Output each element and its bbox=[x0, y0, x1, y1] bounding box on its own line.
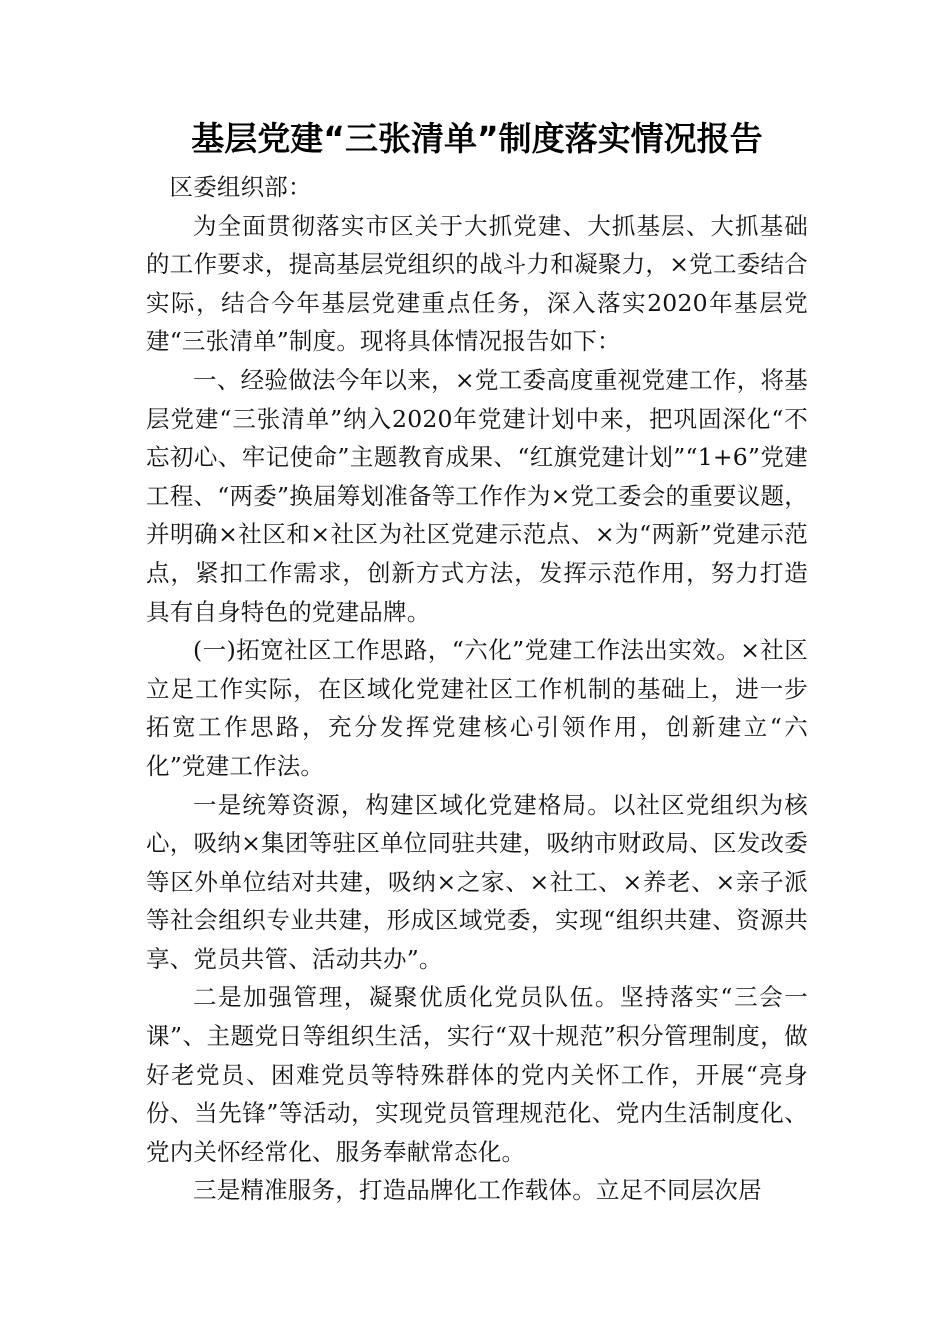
paragraph-experience: 一、经验做法今年以来，×党工委高度重视党建工作，将基层党建“三张清单”纳入2020年党建计划中来，把巩固深化“不忘初心、牢记使命”主题教育成果、“红旗党建计划”“1+6”党建工程、“两委”换届筹划准备等工作作为×党工委会的重要议题，并明确×社区和×社区为社区党建示范点、×为“两新”党建示范点，紧扣工作需求，创新方式方法，发挥示范作用，努力打造具有自身特色的党建品牌。 bbox=[146, 365, 808, 626]
paragraph-point-one: 一是统筹资源，构建区域化党建格局。以社区党组织为核心，吸纳×集团等驻区单位同驻共建，吸纳市财政局、区发改委等区外单位结对共建，吸纳×之家、×社工、×养老、×亲子派等社会组织专业共建，形成区域党委，实现“组织共建、资源共享、党员共管、活动共办”。 bbox=[146, 790, 808, 973]
salutation: 区委组织部： bbox=[169, 173, 312, 201]
paragraph-intro: 为全面贯彻落实市区关于大抓党建、大抓基层、大抓基础的工作要求，提高基层党组织的战斗力和凝聚力，×党工委结合实际，结合今年基层党建重点任务，深入落实2020年基层党建“三张清单”制度。现将具体情况报告如下： bbox=[146, 211, 808, 356]
paragraph-point-two: 二是加强管理，凝聚优质化党员队伍。坚持落实“三会一课”、主题党日等组织生活，实行“双十规范”积分管理制度，做好老党员、困难党员等特殊群体的党内关怀工作，开展“亮身份、当先锋”等活动，实现党员管理规范化、党内生活制度化、党内关怀经常化、服务奉献常态化。 bbox=[146, 983, 808, 1166]
document-body bbox=[146, 168, 808, 1210]
document-title: 基层党建“三张清单”制度落实情况报告 bbox=[191, 119, 763, 158]
paragraph-point-three: 三是精准服务，打造品牌化工作载体。立足不同层次居 bbox=[193, 1176, 762, 1205]
paragraph-section-one: (一)拓宽社区工作思路，“六化”党建工作法出实效。×社区立足工作实际，在区域化党建社区工作机制的基础上，进一步拓宽工作思路，充分发挥党建核心引领作用，创新建立“六化”党建工作法。 bbox=[146, 636, 808, 780]
